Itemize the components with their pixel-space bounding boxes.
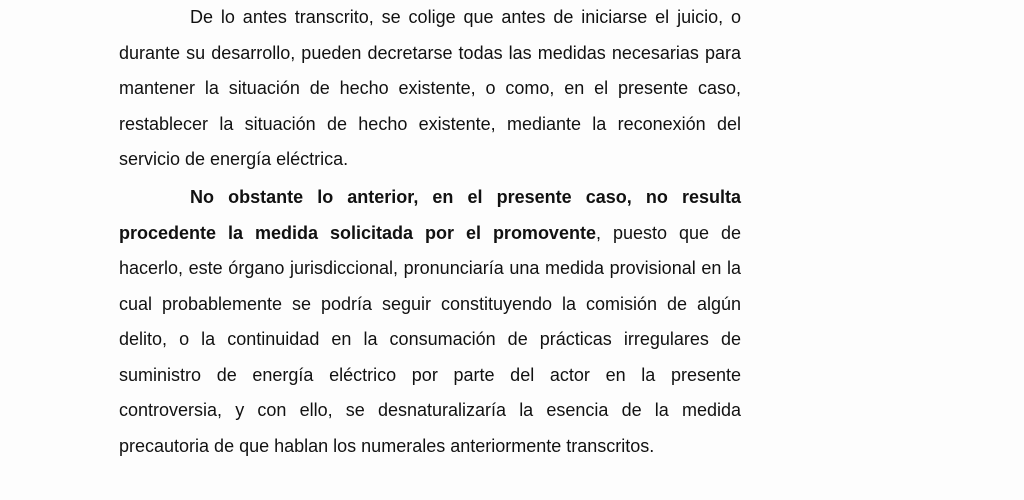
paragraph-2-block: [119, 180, 741, 464]
paragraph-1: De lo antes transcrito, se colige que antes de iniciarse el juicio, o durante su desarrollo, pueden decretarse todas las medidas necesarias para mantener la situación de hecho existente, o como, en el presente caso, restablecer la situación de hecho existente, mediante la reconexión del servicio de energía eléctrica.: [119, 7, 741, 169]
paragraph-2: [119, 180, 741, 464]
paragraph-2-bold-lead: No obstante lo anterior, en el presente caso, no resulta procedente la medida solicitada por el promovente: [119, 187, 741, 243]
paragraph-2-rest: , puesto que de hacerlo, este órgano jurisdiccional, pronunciaría una medida provisional en la cual probablemente se podría seguir constituyendo la comisión de algún delito, o la continuidad en la consumación de prácticas irregulares de suministro de energía eléctrico por parte del actor en la presente controversia, y con ello, se desnaturalizaría la esencia de la medida precautoria de que hablan los numerales anteriormente transcritos.: [119, 222, 741, 456]
paragraph-1-block: [119, 0, 741, 178]
